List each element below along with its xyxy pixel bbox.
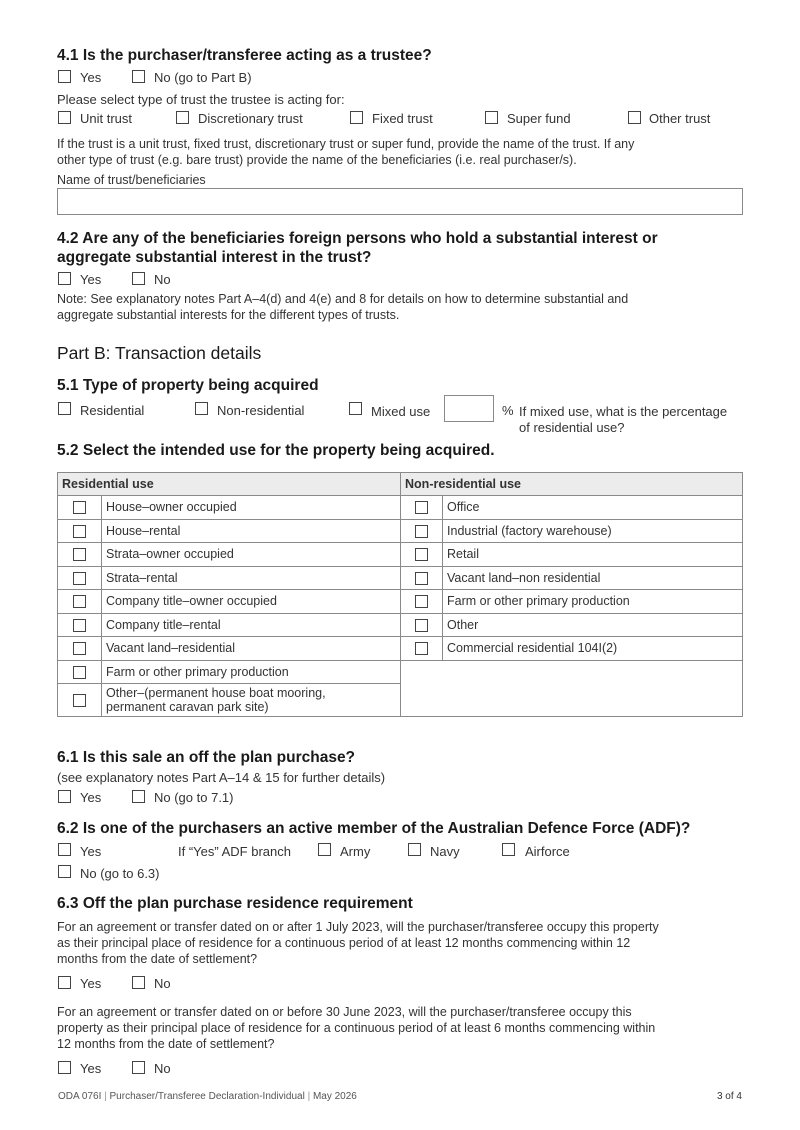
q62-title: 6.2 Is one of the purchasers an active member of the Australian Defence Force (ADF)? (57, 820, 691, 837)
empty-cell (401, 660, 743, 717)
footer-separator: | (304, 1091, 313, 1102)
table-row (58, 590, 743, 614)
res-option-label: House–owner occupied (102, 496, 401, 520)
q41-title: 4.1 Is the purchaser/transferee acting as a trustee? (57, 47, 432, 64)
nonres-option-label: Farm or other primary production (443, 590, 743, 614)
trust-super-checkbox[interactable] (485, 111, 498, 124)
q42-no-label: No (154, 272, 171, 287)
q63-p2-line2: property as their principal place of residence for a continuous period of at least 6 months commencing within (57, 1021, 656, 1035)
q63-12m-yes-checkbox[interactable] (58, 976, 71, 989)
q63-12m-yes-label: Yes (80, 976, 102, 991)
part-b-title: Part B: Transaction details (57, 343, 262, 363)
q41-note-line1: If the trust is a unit trust, fixed trust, discretionary trust or super fund, provide the name of the trust. If any (57, 137, 635, 151)
q63-12m-no-checkbox[interactable] (132, 976, 145, 989)
non-residential-label: Non-residential (217, 403, 305, 418)
trust-discretionary-checkbox[interactable] (176, 111, 189, 124)
q42-yes-checkbox[interactable] (58, 272, 71, 285)
q63-p2-line1: For an agreement or transfer dated on or before 30 June 2023, will the purchaser/transferee occupy this (57, 1005, 632, 1019)
table-row (58, 496, 743, 520)
q62-no-checkbox[interactable] (58, 865, 71, 878)
non-residential-checkbox[interactable] (195, 402, 208, 415)
q51-title: 5.1 Type of property being acquired (57, 377, 319, 394)
trust-unit-label: Unit trust (80, 111, 133, 126)
mixed-use-label: Mixed use (371, 404, 431, 419)
nonres-option-label: Vacant land–non residential (443, 566, 743, 590)
q63-p1-line3: months from the date of settlement? (57, 952, 258, 966)
residential-label: Residential (80, 403, 145, 418)
res-option-label: Company title–rental (102, 613, 401, 637)
residential-use-header: Residential use (58, 473, 401, 496)
adf-branch-label: If “Yes” ADF branch (178, 844, 291, 859)
trust-fixed-checkbox[interactable] (350, 111, 363, 124)
q41-yes-label: Yes (80, 70, 102, 85)
table-row (58, 566, 743, 590)
table-row (58, 660, 743, 684)
percent-symbol: % (502, 403, 514, 418)
res-other-label-line1: Other–(permanent house boat mooring, (106, 686, 326, 700)
residential-percentage-input[interactable] (444, 395, 494, 422)
q62-yes-checkbox[interactable] (58, 843, 71, 856)
footer-separator: | (101, 1091, 110, 1102)
nonres-farm-checkbox[interactable] (415, 595, 428, 608)
form-code: ODA 076I (58, 1091, 102, 1102)
res-strata-rental-checkbox[interactable] (73, 572, 86, 585)
q61-no-label: No (go to 7.1) (154, 790, 234, 805)
adf-navy-checkbox[interactable] (408, 843, 421, 856)
q63-6m-no-label: No (154, 1061, 171, 1076)
nonres-commercial-residential-checkbox[interactable] (415, 642, 428, 655)
trust-super-label: Super fund (507, 111, 571, 126)
nonres-vacant-land-checkbox[interactable] (415, 572, 428, 585)
q41-note-line2: other type of trust (e.g. bare trust) provide the name of the beneficiaries (i.e. real purchaser/s). (57, 153, 577, 167)
res-farm-checkbox[interactable] (73, 666, 86, 679)
res-option-label: House–rental (102, 519, 401, 543)
q63-p1-line2: as their principal place of residence for a continuous period of at least 12 months commencing within 12 (57, 936, 631, 950)
trust-other-checkbox[interactable] (628, 111, 641, 124)
adf-army-checkbox[interactable] (318, 843, 331, 856)
mixed-use-question-line2: of residential use? (519, 420, 625, 435)
adf-airforce-checkbox[interactable] (502, 843, 515, 856)
page-number: 3 of 4 (716, 1091, 742, 1102)
adf-airforce-label: Airforce (525, 844, 570, 859)
footer-left (58, 1091, 357, 1102)
table-row (58, 637, 743, 661)
q41-no-checkbox[interactable] (132, 70, 145, 83)
q62-yes-label: Yes (80, 844, 102, 859)
res-other-label-line2: permanent caravan park site) (106, 700, 269, 714)
q61-yes-label: Yes (80, 790, 102, 805)
q63-6m-yes-label: Yes (80, 1061, 102, 1076)
q52-title: 5.2 Select the intended use for the property being acquired. (57, 442, 495, 459)
q42-title-line1: 4.2 Are any of the beneficiaries foreign persons who hold a substantial interest or (57, 230, 658, 247)
nonres-office-checkbox[interactable] (415, 501, 428, 514)
adf-navy-label: Navy (430, 844, 460, 859)
res-vacant-land-checkbox[interactable] (73, 642, 86, 655)
trust-unit-checkbox[interactable] (58, 111, 71, 124)
res-house-owner-checkbox[interactable] (73, 501, 86, 514)
q42-note-line2: aggregate substantial interests for the different types of trusts. (57, 308, 400, 322)
form-date: May 2026 (312, 1091, 357, 1102)
q63-title: 6.3 Off the plan purchase residence requirement (57, 895, 413, 912)
res-option-label: Vacant land–residential (102, 637, 401, 661)
nonres-industrial-checkbox[interactable] (415, 525, 428, 538)
res-option-label: Company title–owner occupied (102, 590, 401, 614)
res-house-rental-checkbox[interactable] (73, 525, 86, 538)
nonres-option-label: Other (443, 613, 743, 637)
res-strata-owner-checkbox[interactable] (73, 548, 86, 561)
q63-p2-line3: 12 months from the date of settlement? (57, 1037, 275, 1051)
q63-6m-no-checkbox[interactable] (132, 1061, 145, 1074)
form-name: Purchaser/Transferee Declaration-Individual (109, 1091, 305, 1102)
res-other-checkbox[interactable] (73, 694, 86, 707)
q61-no-checkbox[interactable] (132, 790, 145, 803)
q63-12m-no-label: No (154, 976, 171, 991)
trust-name-input[interactable] (57, 188, 743, 215)
trust-other-label: Other trust (649, 111, 711, 126)
nonres-retail-checkbox[interactable] (415, 548, 428, 561)
nonres-other-checkbox[interactable] (415, 619, 428, 632)
table-row (58, 613, 743, 637)
q41-select-prompt: Please select type of trust the trustee is acting for: (57, 92, 345, 107)
q42-yes-label: Yes (80, 272, 102, 287)
nonres-option-label: Industrial (factory warehouse) (443, 519, 743, 543)
q61-title: 6.1 Is this sale an off the plan purchase? (57, 749, 356, 766)
table-row (58, 543, 743, 567)
adf-army-label: Army (340, 844, 371, 859)
q42-no-checkbox[interactable] (132, 272, 145, 285)
table-row (58, 519, 743, 543)
trust-name-label: Name of trust/beneficiaries (57, 173, 206, 187)
res-company-owner-checkbox[interactable] (73, 595, 86, 608)
nonres-option-label: Commercial residential 104I(2) (443, 637, 743, 661)
mixed-use-checkbox[interactable] (349, 402, 362, 415)
res-option-label: Farm or other primary production (102, 660, 401, 684)
trust-discretionary-label: Discretionary trust (198, 111, 303, 126)
residential-checkbox[interactable] (58, 402, 71, 415)
nonres-option-label: Office (443, 496, 743, 520)
res-other-label (102, 684, 401, 717)
q42-note-line1: Note: See explanatory notes Part A–4(d) and 4(e) and 8 for details on how to determine substantial and (57, 292, 629, 306)
mixed-use-question-line1: If mixed use, what is the percentage (519, 404, 728, 419)
trust-fixed-label: Fixed trust (372, 111, 433, 126)
q42-title-line2: aggregate substantial interest in the trust? (57, 249, 372, 266)
q61-yes-checkbox[interactable] (58, 790, 71, 803)
q63-p1-line1: For an agreement or transfer dated on or after 1 July 2023, will the purchaser/transferee occupy this property (57, 920, 659, 934)
q41-yes-checkbox[interactable] (58, 70, 71, 83)
res-option-label: Strata–owner occupied (102, 543, 401, 567)
nonres-option-label: Retail (443, 543, 743, 567)
q61-note: (see explanatory notes Part A–14 & 15 for further details) (57, 770, 386, 785)
res-option-label: Strata–rental (102, 566, 401, 590)
q63-6m-yes-checkbox[interactable] (58, 1061, 71, 1074)
q41-no-label: No (go to Part B) (154, 70, 252, 85)
res-company-rental-checkbox[interactable] (73, 619, 86, 632)
non-residential-use-header: Non-residential use (401, 473, 743, 496)
q62-no-label: No (go to 6.3) (80, 866, 160, 881)
intended-use-table (57, 472, 743, 717)
